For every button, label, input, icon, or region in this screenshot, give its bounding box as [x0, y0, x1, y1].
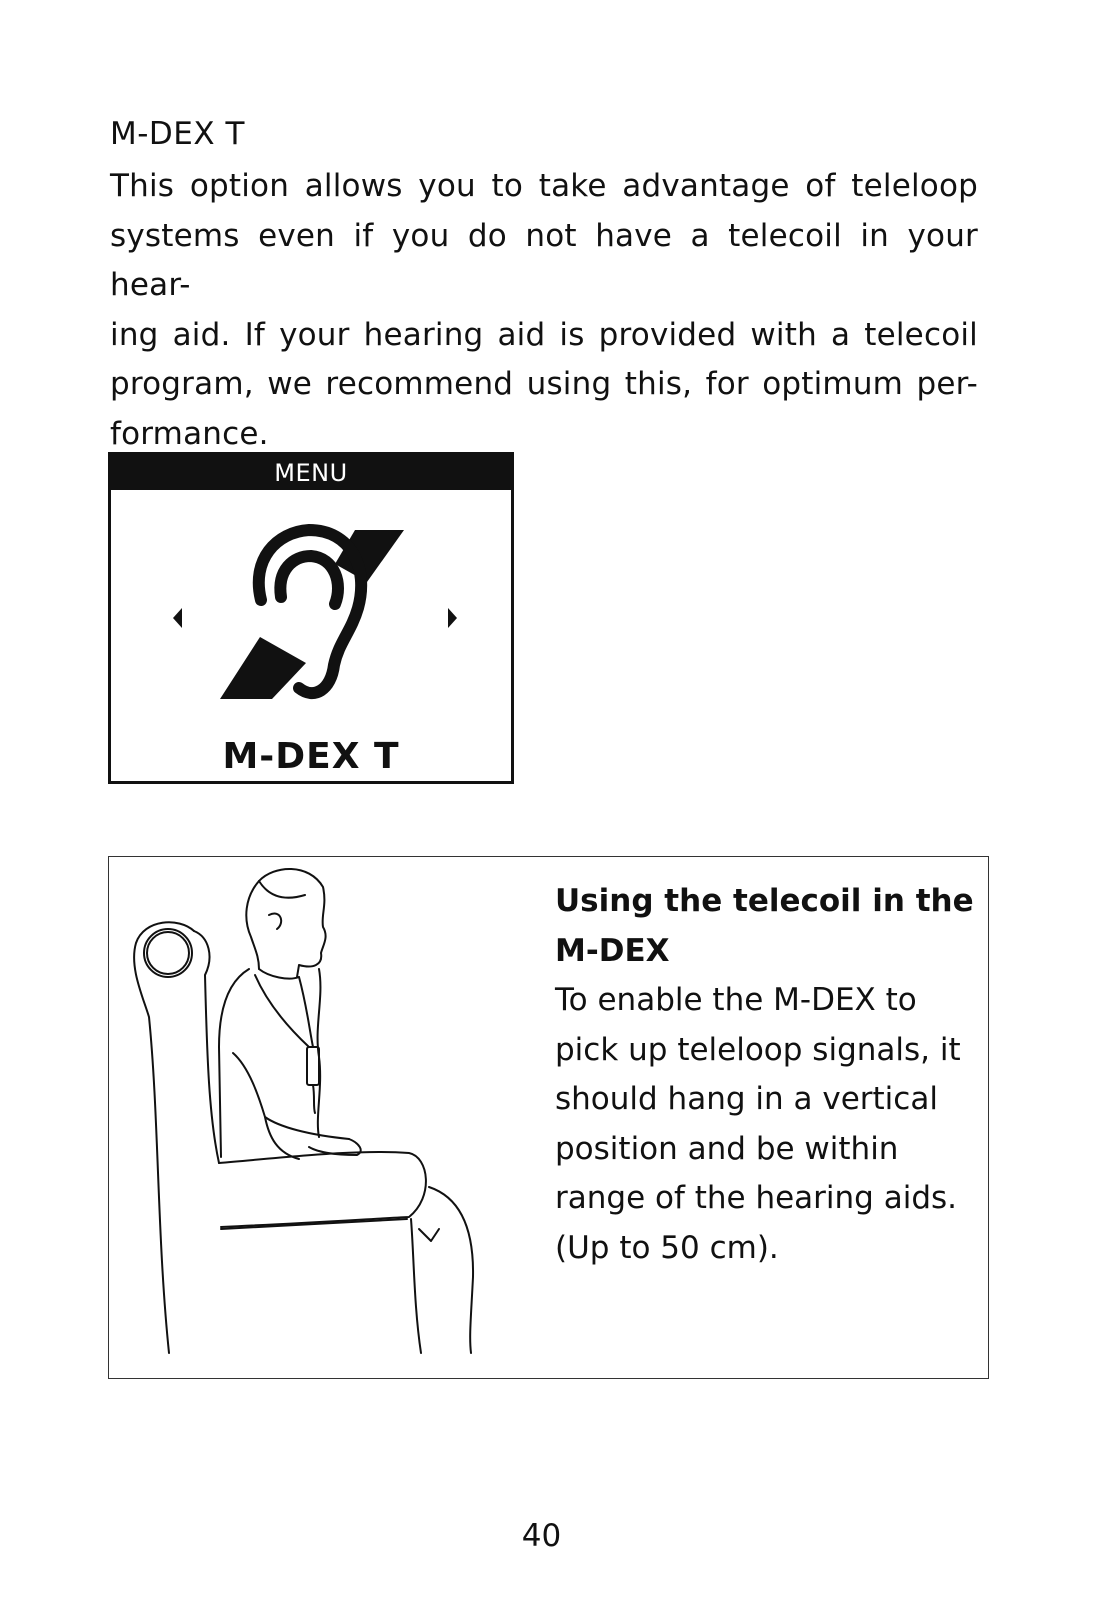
- m-dex-cord: [313, 1085, 315, 1113]
- arrow-right-icon: [448, 608, 457, 628]
- menu-bar: MENU: [111, 455, 511, 490]
- neck-loop-right: [299, 977, 313, 1047]
- instructions-title-line: M-DEX: [555, 932, 670, 969]
- instructions-line: should hang in a vertical: [555, 1081, 938, 1117]
- instructions-line: range of the hearing aids.: [555, 1180, 958, 1216]
- chair-armrest: [219, 1152, 426, 1227]
- chair-headrest-button: [144, 929, 192, 977]
- section-heading: M-DEX T: [110, 116, 245, 152]
- person-leg: [429, 1187, 473, 1353]
- person-head-back: [246, 881, 259, 969]
- person-arm: [233, 1053, 349, 1139]
- illustration-panel: [108, 856, 989, 1379]
- menu-title: M-DEX T: [222, 736, 400, 777]
- arrow-left-icon: [173, 608, 182, 628]
- ear-inner: [280, 556, 338, 604]
- person-in-armchair-illustration: [109, 857, 549, 1377]
- intro-paragraph: [110, 162, 978, 459]
- person-head: [259, 869, 326, 977]
- intro-line: formance.: [110, 415, 269, 452]
- telecoil-instructions: [555, 877, 975, 1273]
- intro-line: systems even if you do not have a telecoil in your hear-: [110, 217, 978, 303]
- person-ear: [269, 914, 281, 929]
- chair-back-front: [194, 931, 219, 1163]
- person-forearm: [265, 1117, 299, 1159]
- intro-line: This option allows you to take advantage of teleloop: [110, 168, 978, 204]
- chair-front-leg: [411, 1219, 421, 1353]
- instructions-body: [555, 976, 975, 1273]
- instructions-line: position and be within: [555, 1130, 899, 1167]
- person-neck: [259, 969, 299, 979]
- instructions-line: (Up to 50 cm).: [555, 1229, 779, 1266]
- person-back: [219, 969, 249, 1157]
- m-dex-device: [307, 1047, 319, 1085]
- instructions-title-line: Using the telecoil in the: [555, 883, 974, 919]
- person-hair: [259, 881, 305, 898]
- hearing-loop-icon: [220, 530, 404, 699]
- slash-lower: [220, 637, 306, 699]
- chair-headrest-button-inner: [147, 932, 189, 974]
- chair-seat-line: [221, 1219, 407, 1229]
- person-knee-detail: [419, 1229, 439, 1241]
- intro-line: program, we recommend using this, for optimum per-: [110, 366, 978, 402]
- instructions-line: To enable the M-DEX to: [555, 982, 917, 1018]
- menu-screen: [108, 452, 514, 784]
- intro-line: ing aid. If your hearing aid is provided with a telecoil: [110, 316, 978, 353]
- instructions-title: [555, 877, 975, 976]
- instructions-line: pick up teleloop signals, it: [555, 1031, 961, 1068]
- page-number: 40: [521, 1518, 562, 1554]
- chair-back: [134, 922, 194, 1353]
